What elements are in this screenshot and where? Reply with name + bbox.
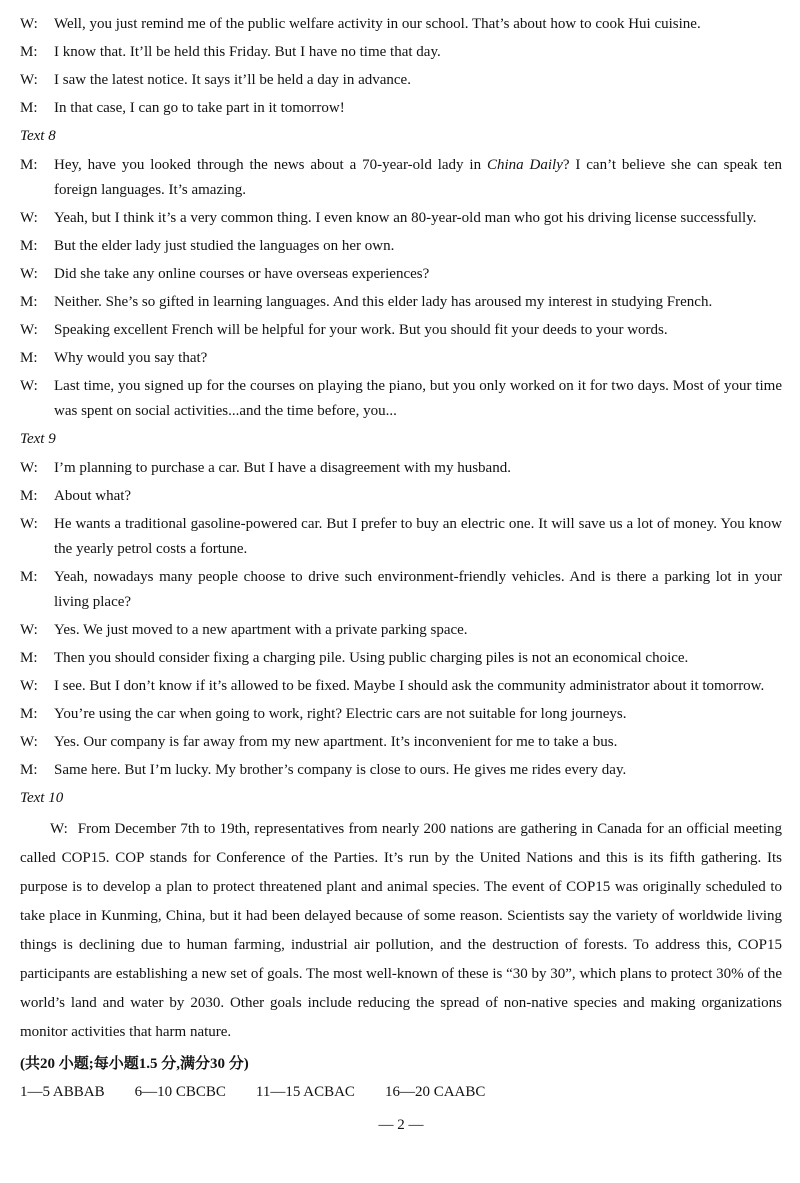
dialogue-line: [20, 12, 782, 37]
dialogue-line: [20, 68, 782, 93]
section-heading: Text 8: [20, 128, 56, 144]
dialogue-line: [20, 153, 782, 203]
answer-group: 6—10 CBCBC: [134, 1084, 226, 1100]
speaker-label: W:: [20, 622, 38, 638]
dialogue-line: [20, 484, 782, 509]
dialogue-line: [20, 262, 782, 287]
speaker-label: W:: [20, 72, 38, 88]
dialogue-line: [20, 40, 782, 65]
speech-text: But the elder lady just studied the languages on her own.: [54, 238, 395, 254]
speech-text: Yes. We just moved to a new apartment with a private parking space.: [54, 622, 468, 638]
speech-text: Yeah, nowadays many people choose to drive such environment-friendly vehicles. And is there a parking lot in your living place?: [54, 569, 782, 610]
speech-text: Yes. Our company is far away from my new apartment. It’s inconvenient for me to take a bus.: [54, 734, 618, 750]
speaker-label: W:: [20, 210, 38, 226]
speech-text: Hey, have you looked through the news about a 70-year-old lady in: [54, 157, 487, 173]
speaker-label: W:: [20, 266, 38, 282]
speech-text: I’m planning to purchase a car. But I have a disagreement with my husband.: [54, 460, 511, 476]
speech-text: I saw the latest notice. It says it’ll be held a day in advance.: [54, 72, 411, 88]
speaker-label: M:: [20, 157, 38, 173]
speaker-label: W:: [20, 460, 38, 476]
speech-text: Speaking excellent French will be helpful for your work. But you should fit your deeds to your words.: [54, 322, 668, 338]
dialogue-line: [20, 758, 782, 783]
listening-transcript: [20, 12, 782, 1105]
dialogue-line: [20, 618, 782, 643]
dialogue-line: [20, 206, 782, 231]
answer-group: 1—5 ABBAB: [20, 1084, 105, 1100]
speaker-label: M:: [20, 762, 38, 778]
dialogue-line: [20, 234, 782, 259]
dialogue-line: [20, 646, 782, 671]
publication-title: China Daily: [486, 157, 563, 173]
speech-text: Last time, you signed up for the courses on playing the piano, but you only worked on it for two days. Most of your time was spent on social activities...and the time before, you...: [54, 378, 782, 419]
speaker-label: W:: [20, 678, 38, 694]
dialogue-line: [20, 374, 782, 424]
dialogue-line: [20, 512, 782, 562]
speaker-label: W:: [20, 322, 38, 338]
dialogue-line: [20, 290, 782, 315]
dialogue-line: [20, 565, 782, 615]
speech-text: Why would you say that?: [54, 350, 208, 366]
monologue-paragraph: [20, 815, 782, 1047]
speaker-label: M:: [20, 569, 38, 585]
speech-text: From December 7th to 19th, representatives from nearly 200 nations are gathering in Canada for an official meeting called COP15. COP stands for Conference of the Parties. It’s run by the United Nations and this is its fifth gathering. Its purpose is to develop a plan to protect threatened plant and animal species. The event of COP15 was originally scheduled to take place in Kunming, China, but it had been delayed because of some reason. Scientists say the variety of worldwide living things is declining due to human farming, industrial air pollution, and the destruction of forests. To address this, COP15 participants are establishing a new set of goals. The most well-known of these is “30 by 30”, which plans to protect 30% of the world’s land and water by 2030. Other goals include reducing the spread of non-native species and making organizations monitor activities that harm nature.: [20, 821, 782, 1040]
answer-key: [20, 1079, 782, 1105]
answer-group: 16—20 CAABC: [384, 1084, 486, 1100]
speech-text: I see. But I don’t know if it’s allowed to be fixed. Maybe I should ask the community administrator about it tomorrow.: [54, 678, 765, 694]
speech-text: Did she take any online courses or have overseas experiences?: [54, 266, 430, 282]
speaker-label: W:: [50, 821, 68, 837]
speech-text: ? I can’t believe she can speak ten foreign languages. It’s amazing.: [54, 157, 782, 198]
page-number: — 2 —: [378, 1117, 424, 1133]
speech-text: In that case, I can go to take part in it tomorrow!: [54, 100, 345, 116]
speaker-label: W:: [20, 734, 38, 750]
speech-text: About what?: [54, 488, 132, 504]
dialogue-line: [20, 318, 782, 343]
speech-text: Same here. But I’m lucky. My brother’s company is close to ours. He gives me rides every day.: [54, 762, 627, 778]
answer-group: 11—15 ACBAC: [255, 1084, 355, 1100]
speaker-label: M:: [20, 238, 38, 254]
speech-text: Yeah, but I think it’s a very common thing. I even know an 80-year-old man who got his driving license successfully.: [54, 210, 757, 226]
dialogue-line: [20, 346, 782, 371]
speaker-label: W:: [20, 378, 38, 394]
speech-text: Neither. She’s so gifted in learning languages. And this elder lady has aroused my interest in studying French.: [54, 294, 713, 310]
speech-text: You’re using the car when going to work, right? Electric cars are not suitable for long journeys.: [54, 706, 627, 722]
speaker-label: M:: [20, 44, 38, 60]
scoring-note: (共20 小题;每小题1.5 分,满分30 分): [20, 1056, 249, 1072]
speaker-label: M:: [20, 488, 38, 504]
section-heading: Text 9: [20, 431, 56, 447]
speech-text: I know that. It’ll be held this Friday. But I have no time that day.: [54, 44, 441, 60]
speech-text: Then you should consider fixing a charging pile. Using public charging piles is not an economical choice.: [54, 650, 689, 666]
speech-text: He wants a traditional gasoline-powered car. But I prefer to buy an electric one. It will save us a lot of money. You know the yearly petrol costs a fortune.: [54, 516, 782, 557]
dialogue-line: [20, 730, 782, 755]
dialogue-line: [20, 96, 782, 121]
speaker-label: M:: [20, 100, 38, 116]
speaker-label: M:: [20, 350, 38, 366]
speaker-label: M:: [20, 706, 38, 722]
speaker-label: M:: [20, 650, 38, 666]
speaker-label: M:: [20, 294, 38, 310]
speaker-label: W:: [20, 16, 38, 32]
dialogue-line: [20, 456, 782, 481]
section-heading: Text 10: [20, 790, 64, 806]
speech-text: Well, you just remind me of the public welfare activity in our school. That’s about how to cook Hui cuisine.: [54, 16, 701, 32]
speaker-label: W:: [20, 516, 38, 532]
dialogue-line: [20, 702, 782, 727]
dialogue-line: [20, 674, 782, 699]
